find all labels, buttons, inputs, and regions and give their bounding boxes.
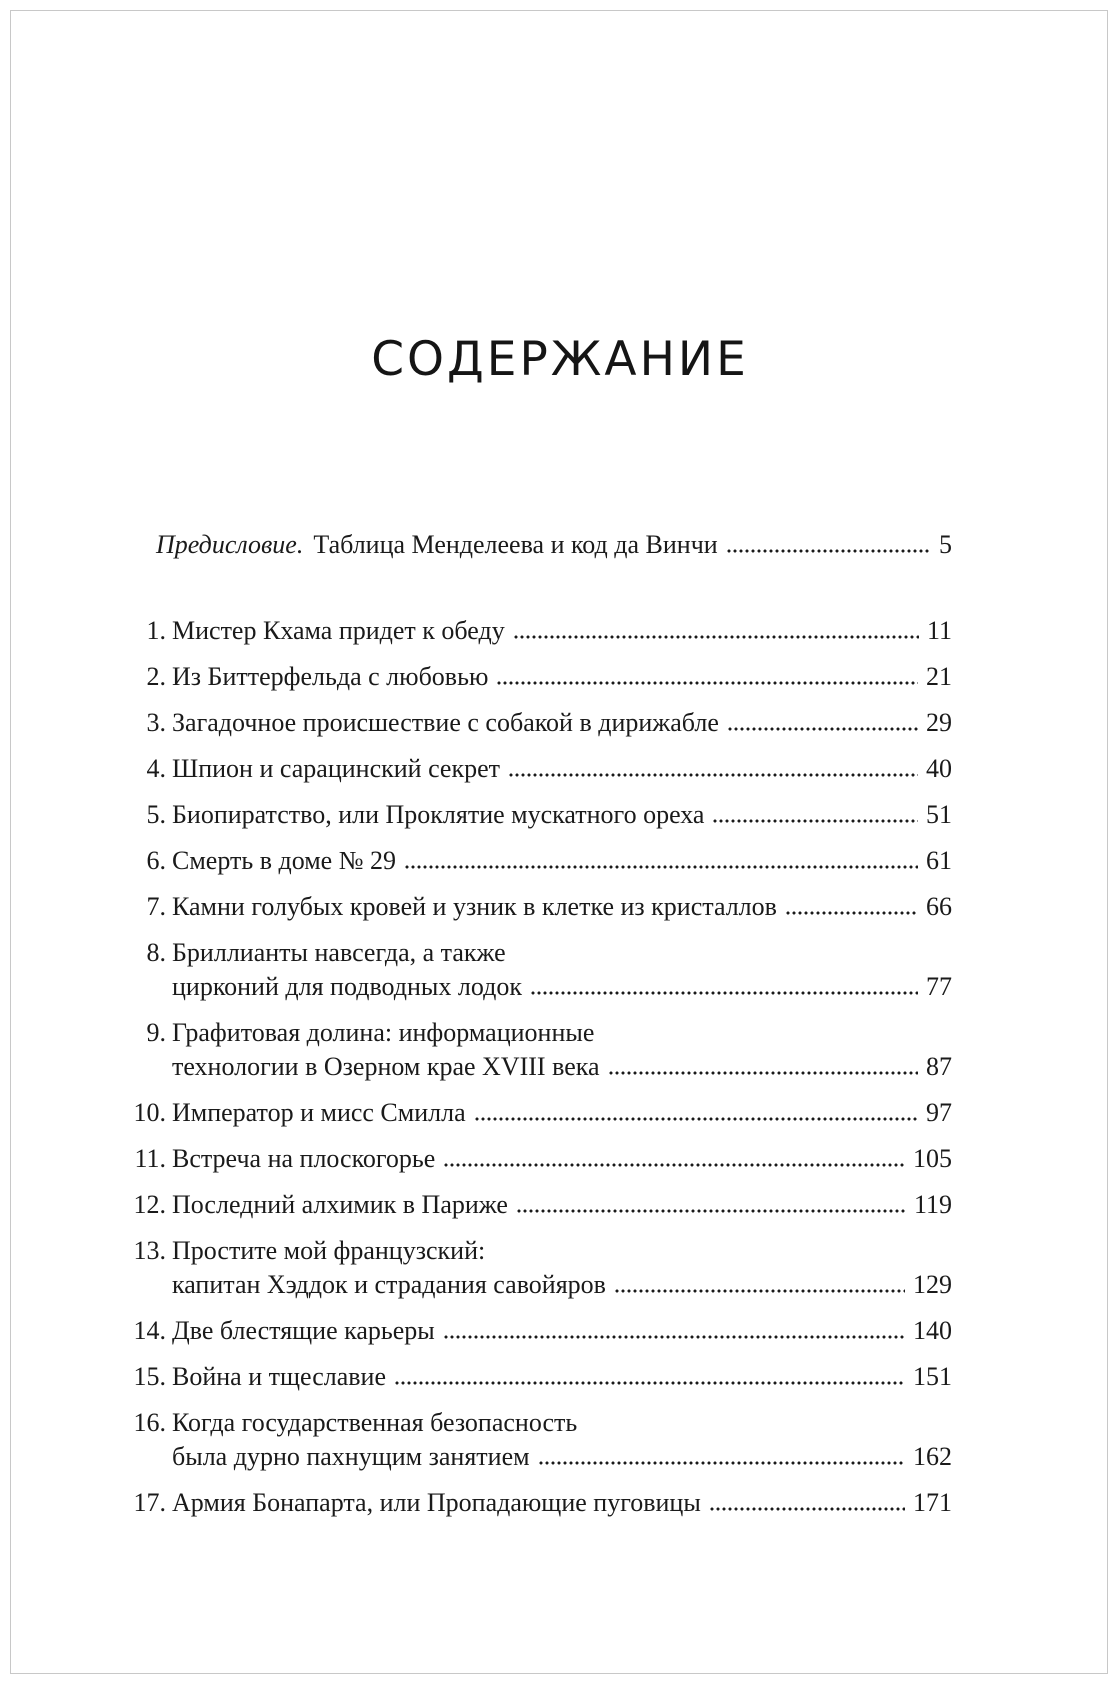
toc-entry-number: 14. (133, 1316, 166, 1345)
toc-entry-title: цирконий для подводных лодок (172, 972, 522, 1001)
toc-entry[interactable] (126, 936, 952, 1004)
dot-leader (394, 1380, 905, 1386)
toc-entry-number: 6. (146, 846, 166, 875)
toc-entry-page: 129 (913, 1270, 952, 1299)
toc-entry-page: 66 (926, 892, 952, 921)
page-title: СОДЕРЖАНИЕ (371, 332, 749, 387)
toc-entry[interactable] (126, 1314, 952, 1348)
toc-entry-title: Последний алхимик в Париже (172, 1190, 508, 1219)
toc-entry-title: Война и тщеславие (172, 1362, 386, 1391)
toc-entry-page: 11 (926, 616, 952, 645)
dot-leader (443, 1334, 905, 1340)
toc-entry-number: 16. (133, 1408, 166, 1437)
toc-entry-number: 5. (146, 800, 166, 829)
dot-leader (513, 634, 919, 640)
dot-leader (709, 1506, 905, 1512)
toc-entry-page: 162 (913, 1442, 952, 1471)
toc-entry[interactable] (126, 1188, 952, 1222)
dot-leader (474, 1116, 918, 1122)
dot-leader (404, 864, 918, 870)
dot-leader (785, 910, 918, 916)
toc-entry-page: 151 (913, 1362, 952, 1391)
table-of-contents (126, 528, 952, 1532)
toc-entry[interactable] (126, 706, 952, 740)
dot-leader (608, 1070, 918, 1076)
toc-entry[interactable] (126, 1360, 952, 1394)
toc-entry-title: Бриллианты навсегда, а также (172, 938, 506, 967)
toc-entry-number: 1. (146, 616, 166, 645)
preface-label: Предисловие. (156, 530, 304, 559)
toc-entry-title: Биопиратство, или Проклятие мускатного ореха (172, 800, 705, 829)
toc-entry-page: 171 (913, 1488, 952, 1517)
toc-list (126, 614, 952, 1520)
toc-entry-page: 51 (926, 800, 952, 829)
toc-entry-title: Мистер Кхама придет к обеду (172, 616, 505, 645)
toc-entry-page: 5 (939, 530, 952, 559)
toc-entry[interactable] (126, 844, 952, 878)
toc-entry[interactable] (126, 752, 952, 786)
toc-entry[interactable] (126, 1406, 952, 1474)
toc-entry-number: 17. (133, 1488, 166, 1517)
toc-entry-number: 11. (134, 1144, 166, 1173)
toc-entry-title: Загадочное происшествие с собакой в дирижабле (172, 708, 719, 737)
toc-entry-preface[interactable] (126, 528, 952, 562)
toc-entry-page: 21 (926, 662, 952, 691)
toc-entry-page: 77 (926, 972, 952, 1001)
toc-entry-number: 8. (146, 938, 166, 967)
toc-entry-title: Шпион и сарацинский секрет (172, 754, 500, 783)
dot-leader (726, 548, 931, 554)
toc-entry-title: Две блестящие карьеры (172, 1316, 435, 1345)
toc-entry-page: 61 (926, 846, 952, 875)
toc-entry-page: 97 (926, 1098, 952, 1127)
toc-entry-title: Император и мисс Смилла (172, 1098, 466, 1127)
dot-leader (530, 990, 918, 996)
toc-entry-title: Из Биттерфельда с любовью (172, 662, 489, 691)
toc-entry-page: 140 (913, 1316, 952, 1345)
toc-entry-title: капитан Хэддок и страдания савойяров (172, 1270, 606, 1299)
toc-entry[interactable] (126, 614, 952, 648)
toc-entry-number: 10. (133, 1098, 166, 1127)
dot-leader (443, 1162, 905, 1168)
toc-entry-page: 105 (913, 1144, 952, 1173)
toc-entry-number: 13. (133, 1236, 166, 1265)
dot-leader (614, 1288, 905, 1294)
toc-entry-page: 29 (926, 708, 952, 737)
toc-entry-page: 87 (926, 1052, 952, 1081)
toc-entry-title: была дурно пахнущим занятием (172, 1442, 530, 1471)
toc-entry-number: 2. (146, 662, 166, 691)
toc-entry[interactable] (126, 1234, 952, 1302)
toc-entry[interactable] (126, 890, 952, 924)
toc-entry-title: Когда государственная безопасность (172, 1408, 578, 1437)
toc-entry-title: технологии в Озерном крае XVIII века (172, 1052, 600, 1081)
toc-entry-number: 9. (146, 1018, 166, 1047)
dot-leader (496, 680, 918, 686)
toc-entry[interactable] (126, 1016, 952, 1084)
dot-leader (508, 772, 918, 778)
toc-entry-title: Простите мой французский: (172, 1236, 486, 1265)
dot-leader (712, 818, 918, 824)
toc-entry-number: 4. (146, 754, 166, 783)
toc-entry-title: Таблица Менделеева и код да Винчи (313, 530, 718, 559)
toc-entry-title: Камни голубых кровей и узник в клетке из кристаллов (172, 892, 777, 921)
toc-entry-title: Армия Бонапарта, или Пропадающие пуговицы (172, 1488, 701, 1517)
toc-entry-page: 119 (913, 1190, 952, 1219)
dot-leader (727, 726, 918, 732)
toc-entry-number: 12. (133, 1190, 166, 1219)
toc-entry-title: Графитовая долина: информационные (172, 1018, 595, 1047)
toc-entry-number: 7. (146, 892, 166, 921)
dot-leader (538, 1460, 905, 1466)
toc-entry[interactable] (126, 660, 952, 694)
toc-entry[interactable] (126, 1096, 952, 1130)
toc-entry-title: Смерть в доме № 29 (172, 846, 397, 875)
toc-entry[interactable] (126, 1486, 952, 1520)
toc-entry-number: 15. (133, 1362, 166, 1391)
toc-entry[interactable] (126, 798, 952, 832)
dot-leader (516, 1208, 906, 1214)
toc-entry-page: 40 (926, 754, 952, 783)
toc-entry[interactable] (126, 1142, 952, 1176)
toc-entry-number: 3. (146, 708, 166, 737)
toc-entry-title: Встреча на плоскогорье (172, 1144, 436, 1173)
